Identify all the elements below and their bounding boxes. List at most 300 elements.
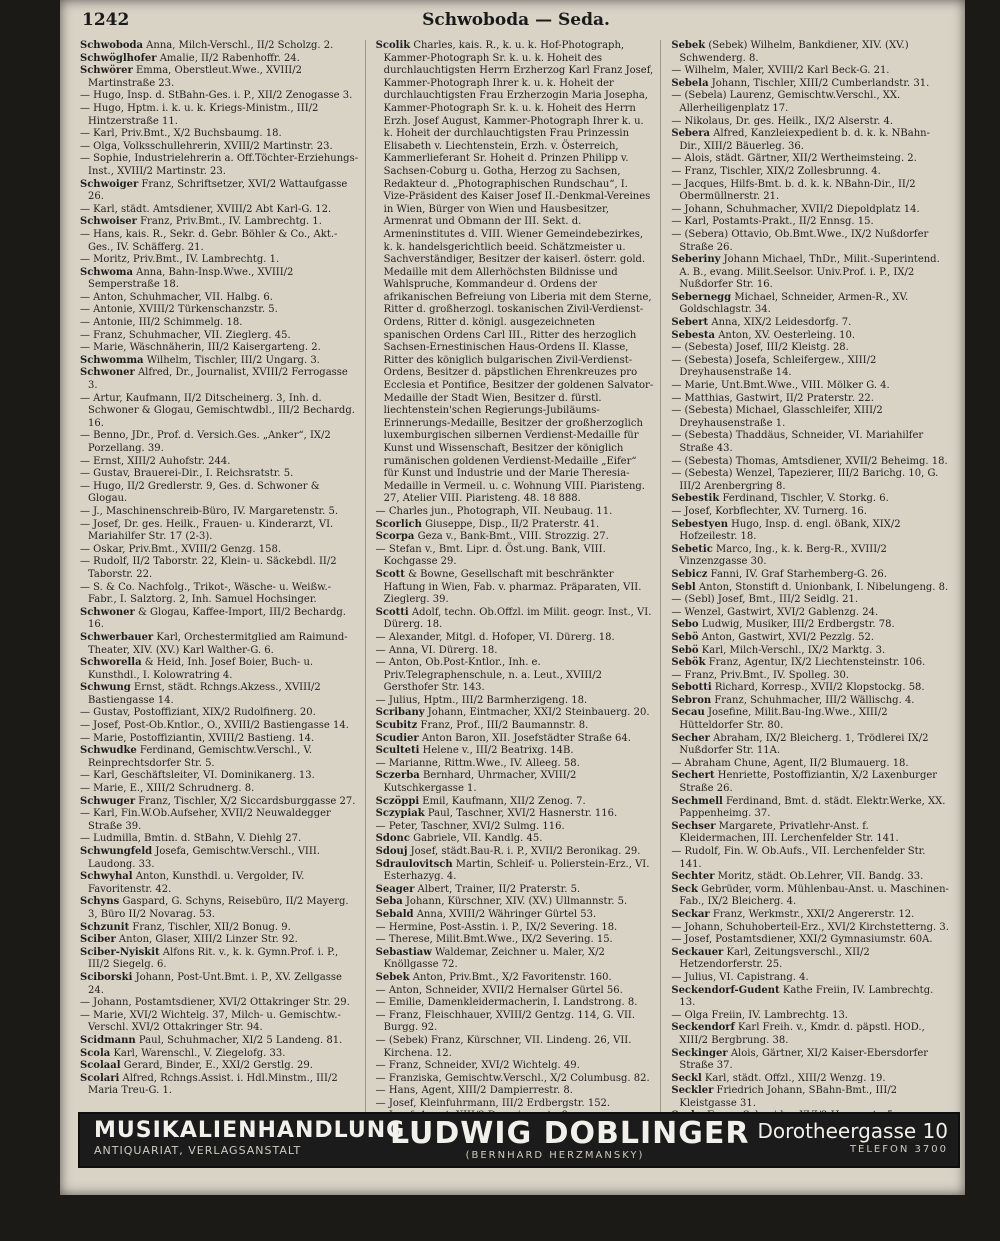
entry-details: Anton Baron, XII. Josefstädter Straße 64. xyxy=(418,732,631,744)
directory-entry xyxy=(80,519,359,544)
entry-details: — Sophie, Industrielehrerin a. Off.Töchter-Erziehungs-Inst., XVIII/2 Martinstr. 23. xyxy=(80,153,359,177)
directory-entry xyxy=(671,342,950,355)
entry-details: Anton, XV. Oesterleing. 10. xyxy=(715,329,856,341)
entry-surname: Seberiny xyxy=(671,254,721,266)
entry-details: — Johann, Schuhoberteil-Erz., XVI/2 Kirchstetterng. 3. xyxy=(671,921,949,933)
entry-details: — Jacques, Hilfs-Bmt. b. d. k. k. NBahn-Dir., II/2 Obermüllnerstr. 21. xyxy=(671,178,916,203)
entry-surname: Sciborski xyxy=(80,971,133,983)
entry-details: Emma, Oberstleut.Wwe., XVIII/2 Martinstraße 23. xyxy=(88,65,302,89)
directory-entry xyxy=(80,783,359,796)
entry-details: — Marie, E., XIII/2 Schrudnerg. 8. xyxy=(80,783,255,795)
entry-details: Ernst, städt. Rchngs.Akzess., XVIII/2 Bastiengasse 14. xyxy=(88,682,321,706)
entry-details: Gebrüder, vorm. Mühlenbau-Anst. u. Maschinen-Fab., IX/2 Bleicherg. 4. xyxy=(679,883,949,908)
entry-details: — Karl, Postamts-Prakt., II/2 Ennsg. 15. xyxy=(671,216,874,228)
directory-entry xyxy=(80,229,359,254)
entry-details: — (Sebesta) Josefa, Schleifergew., XIII/2 Dreyhausenstraße 14. xyxy=(671,354,877,379)
directory-entry xyxy=(80,204,359,217)
entry-surname: Sciber-Nyiskit xyxy=(80,946,160,958)
entry-details: Johann, Kürschner, XIV. (XV.) Ullmannstr. 5. xyxy=(402,896,628,908)
directory-entry xyxy=(80,481,359,506)
entry-details: & Glogau, Kaffee-Import, III/2 Bechardg. 16. xyxy=(88,606,346,631)
entry-details: Emil, Kaufmann, XII/2 Zenog. 7. xyxy=(419,795,586,807)
entry-details: — Franz, Fleischhauer, XVIII/2 Gentzg. 114, G. VII. Burgg. 92. xyxy=(375,1009,636,1034)
entry-details: — (Sebek) Franz, Kürschner, VII. Lindeng. 26, VII. Kirchena. 12. xyxy=(375,1034,632,1059)
entry-surname: Schwoma xyxy=(80,266,133,278)
directory-entry xyxy=(376,833,655,846)
directory-entry xyxy=(376,896,655,909)
directory-entry xyxy=(80,430,359,455)
directory-entry xyxy=(376,1073,655,1086)
entry-details: Charles, kais. R., k. u. k. Hof-Photograph, Kammer-Photograph Sr. k. u. k. Hoheit des durchlauchtigsten Herrn Erzherzog Karl Franz Josef, Kammer-Photograph Ihrer k. u. k. Hoheit der durchlauchtigsten Frau Erzherzogin Maria Josepha, Kammer-Photograph Sr. k. u. k. Hoheit des Herrn Erzh. Josef August, Kammer-Photograph Ihrer k. u. k. Hoheit der durchlauchtigsten Frau Prinzessin Elisabeth v. Liechtenstein, Erzh. v. Österreich, Kammerlieferant Sr. Hoheit d. Prinzen Philipp v. Sachsen-Coburg u. Gotha, Herzog zu Sachsen, Redakteur d. „Photographischen Rundschau“, I. Vize-Präsident des Kaiser Josef II.-Denkmal-Vereines in Wien, Bürger von Wien und Hausbesitzer, Armenrat und Obmann der III. Sekt. d. Armeninstitutes d. VIII. Wiener Gemeindebezirkes, k. k. handelsgerichtlich beeid. Schätzmeister u. Sachverständiger, Besitzer der kaiserl. österr. gold. Medaille mit dem Allerhöchsten Bildnisse und Wahlspruche, Kommandeur d. Ordens der afrikanischen Befreiung von Liberia mit dem Sterne, Ritter d. großherzogl. toskanischen Zivil-Verdienst-Ordens, Ritter d. königl. ausgezeichneten spanischen Ordens Carl III., Ritter des herzoglich Sachsen-Ernestinischen Haus-Ordens II. Klasse, Ritter des königlich bulgarischen Zivil-Verdienst-Ordens, Besitzer d. päpstlichen Ehrenkreuzes pro Ecclesia et Pontifice, Besitzer der goldenen Salvator-Medaille der Stadt Wien, Besitzer d. fürstl. liechtenstein'schen Regierungs-Jubiläums-Erinnerungs-Medaille, Besitzer der großherzoglich luxemburgischen silbernen Verdienst-Medaille für Kunst und Wissenschaft, Besitzer der königlich rumänischen goldenen Verdienst-Medaille „Eifer“ für Kunst und Industrie und der Marie Theresia-Medaille in Vermeil. u. c. Wohnung VIII. Piaristeng. 27, Atelier VIII. Piaristeng. 48. 18 888. xyxy=(383,40,654,505)
directory-entry xyxy=(671,506,950,519)
directory-page xyxy=(60,0,965,1195)
entry-details: Anna, XVIII/2 Währinger Gürtel 53. xyxy=(413,908,597,920)
entry-details: — Rudolf, II/2 Taborstr. 22, Klein- u. Säckebdl. II/2 Taborstr. 22. xyxy=(80,556,337,580)
entry-details: — J., Maschinenschreib-Büro, IV. Margaretenstr. 5. xyxy=(80,505,339,517)
directory-entry xyxy=(376,909,655,922)
entry-surname: Scidmann xyxy=(80,1034,136,1046)
entry-details: Franz, Agentur, IX/2 Liechtensteinstr. 106. xyxy=(705,657,926,669)
directory-entry xyxy=(671,1010,950,1023)
entry-details: & Heid, Inh. Josef Boier, Buch- u. Kunsthdl., I. Kolowratring 4. xyxy=(88,657,314,681)
directory-entry xyxy=(376,997,655,1010)
entry-details: — Rudolf, Fin. W. Ob.Aufs., VII. Lerchenfelder Str. 141. xyxy=(671,846,926,870)
directory-entry xyxy=(671,65,950,78)
entry-details: — S. & Co. Nachfolg., Trikot-, Wäsche- u. Weißw.-Fabr., I. Salztorg. 2, Inh. Samuel Hochsinger. xyxy=(80,581,332,606)
entry-surname: Seckendorf-Gudent xyxy=(671,984,780,996)
entry-details: — (Sebesta) Michael, Glasschleifer, XIII/2 Dreyhausenstraße 1. xyxy=(671,405,883,429)
entry-details: — Anton, Ob.Post-Kntlor., Inh. e. Priv.Telegraphenschule, n. a. Leut., XVIII/2 Gersthofer Str. 143. xyxy=(375,657,602,694)
entry-details: Friedrich Johann, SBahn-Bmt., III/2 Kleistgasse 31. xyxy=(679,1085,898,1109)
directory-entry xyxy=(80,1060,359,1073)
directory-entry xyxy=(376,922,655,935)
entry-details: Alfred, Rchngs.Assist. i. Hdl.Minstm., III/2 Maria Treu-G. 1. xyxy=(88,1072,338,1097)
entry-details: Franz, Tischler, X/2 Siccardsburggasse 27. xyxy=(135,795,356,807)
entry-surname: Sebek xyxy=(671,40,706,51)
ad-company-subtitle: (BERNHARD HERZMANSKY) xyxy=(465,1150,645,1161)
entry-surname: Sebald xyxy=(375,908,414,920)
entry-details: — Wenzel, Gastwirt, XVI/2 Gablenzg. 24. xyxy=(671,606,879,618)
entry-details: Franz, Werkmstr., XXI/2 Angererstr. 12. xyxy=(709,908,915,920)
directory-entry xyxy=(376,808,655,821)
directory-entry xyxy=(80,846,359,871)
entry-surname: Sechter xyxy=(671,871,715,883)
directory-entry xyxy=(376,1060,655,1073)
directory-entry xyxy=(376,972,655,985)
entry-details: — Hugo, II/2 Gredlerstr. 9, Ges. d. Schwoner & Glogau. xyxy=(80,480,320,505)
entry-surname: Schzunit xyxy=(80,921,130,933)
directory-entry xyxy=(671,582,950,595)
entry-surname: Sebo xyxy=(671,619,699,631)
entry-surname: Sculteti xyxy=(375,745,420,757)
directory-entry xyxy=(671,380,950,393)
entry-surname: Schwudke xyxy=(80,745,137,757)
entry-details: Karl Freih. v., Kmdr. d. päpstl. HOD., XIII/2 Bergbrung. 38. xyxy=(679,1022,925,1046)
entry-surname: Schwoner xyxy=(80,606,135,618)
entry-details: Karl, Milch-Verschl., IX/2 Marktg. 3. xyxy=(698,644,886,656)
entry-details: Moritz, städt. Ob.Lehrer, VII. Bandg. 33. xyxy=(714,871,924,883)
directory-entry xyxy=(671,682,950,695)
entry-surname: Sebek xyxy=(375,971,410,983)
entry-details: — Wilhelm, Maler, XVIII/2 Karl Beck-G. 21. xyxy=(671,65,890,77)
entry-details: — Julius, VI. Capistrang. 4. xyxy=(671,971,809,983)
directory-entry xyxy=(80,330,359,343)
entry-surname: Schwoboda xyxy=(80,40,143,51)
entry-details: — Josef, Postamtsdiener, XXI/2 Gymnasiumstr. 60A. xyxy=(671,934,933,946)
entry-details: Alois, Gärtner, XI/2 Kaiser-Ebersdorfer Straße 37. xyxy=(679,1047,929,1072)
entry-details: — (Sebesta) Thomas, Amtsdiener, XVII/2 Beheimg. 18. xyxy=(671,455,948,467)
entry-details: — (Sebesta) Josef, III/2 Kleistg. 28. xyxy=(671,342,849,354)
entry-details: — Abraham Chune, Agent, II/2 Blumauerg. 18. xyxy=(671,757,909,769)
entry-details: — Josef, Kleinfuhrmann, III/2 Erdbergstr. 152. xyxy=(375,1097,611,1109)
entry-details: Josefa, Gemischtw.Verschl., VIII. Laudong. 33. xyxy=(88,846,320,870)
directory-entry xyxy=(80,506,359,519)
directory-entry xyxy=(376,707,655,720)
entry-details: — (Sebela) Laurenz, Gemischtw.Verschl., XX. Allerheiligenplatz 17. xyxy=(671,90,901,114)
directory-entry xyxy=(671,846,950,871)
entry-surname: Seckendorf xyxy=(671,1022,735,1034)
entry-details: — Anna, VI. Dürerg. 18. xyxy=(375,644,498,656)
entry-surname: Seck xyxy=(671,883,698,895)
directory-entry xyxy=(671,468,950,493)
entry-details: — Franz, Priv.Bmt., IV. Spolleg. 30. xyxy=(671,669,850,681)
entry-surname: Schworella xyxy=(80,657,142,669)
entry-details: — Hans, kais. R., Sekr. d. Gebr. Böhler & Co., Akt.-Ges., IV. Schäfferg. 21. xyxy=(80,228,338,253)
directory-entry xyxy=(80,871,359,896)
directory-entry xyxy=(376,1085,655,1098)
ad-center-block xyxy=(390,1116,750,1161)
directory-entry xyxy=(671,78,950,91)
entry-surname: Sebotti xyxy=(671,682,712,694)
directory-entry xyxy=(671,770,950,795)
directory-entry xyxy=(671,922,950,935)
directory-entry xyxy=(671,456,950,469)
directory-entry xyxy=(376,859,655,884)
directory-entry xyxy=(376,745,655,758)
entry-details: — Olga, Volksschullehrerin, XVIII/2 Martinstr. 23. xyxy=(80,140,333,152)
directory-entry xyxy=(376,733,655,746)
directory-entry xyxy=(80,456,359,469)
directory-entry xyxy=(376,758,655,771)
entry-details: Josefine, Milit.Bau-Ing.Wwe., XIII/2 Hütteldorfer Str. 80. xyxy=(679,707,888,732)
directory-entry xyxy=(80,128,359,141)
entry-surname: Scotti xyxy=(375,606,409,618)
directory-entry xyxy=(80,367,359,392)
entry-details: Michael, Schneider, Armen-R., XV. Goldschlagstr. 34. xyxy=(679,291,909,316)
directory-entry xyxy=(80,997,359,1010)
entry-details: Karl, städt. Offzl., XIII/2 Wenzg. 19. xyxy=(701,1072,886,1084)
directory-entry xyxy=(376,1098,655,1111)
entry-surname: Secau xyxy=(671,707,705,719)
entry-details: — (Sebera) Ottavio, Ob.Bmt.Wwe., IX/2 Nußdorfer Straße 26. xyxy=(671,228,929,253)
directory-entry xyxy=(671,204,950,217)
directory-entry xyxy=(376,40,655,506)
entry-details: — Emilie, Damenkleidermacherin, I. Landstrong. 8. xyxy=(375,997,638,1009)
entry-details: — Ernst, XIII/2 Auhofstr. 244. xyxy=(80,455,231,467)
directory-entry xyxy=(376,695,655,708)
entry-details: — Marie, Postoffiziantin, XVIII/2 Bastieng. 14. xyxy=(80,732,315,744)
entry-details: Marco, Ing., k. k. Berg-R., XVIII/2 Vinzenzgasse 30. xyxy=(679,543,887,568)
entry-details: — Artur, Kaufmann, II/2 Ditscheinerg. 3, Inh. d. Schwoner & Glogau, Gemischtwdbl., III/2 Bechardg. 16. xyxy=(80,392,355,429)
entry-details: Geza v., Bank-Bmt., VIII. Strozzig. 27. xyxy=(414,531,609,543)
directory-entry xyxy=(671,607,950,620)
directory-entry xyxy=(671,657,950,670)
entry-surname: Sebetic xyxy=(671,543,713,555)
column-3 xyxy=(671,40,956,1112)
entry-details: Alfons Rit. v., k. k. Gymn.Prof. i. P., III/2 Siegelg. 6. xyxy=(88,946,339,971)
entry-details: Franz, Priv.Bmt., IV. Lambrechtg. 1. xyxy=(136,216,322,228)
entry-details: — Josef, Korbflechter, XV. Turnerg. 16. xyxy=(671,505,867,517)
entry-surname: Sdonc xyxy=(375,833,410,845)
entry-details: Kathe Freiin, IV. Lambrechtg. 13. xyxy=(679,984,934,1009)
entry-surname: Schwomma xyxy=(80,354,144,366)
directory-entry xyxy=(376,544,655,569)
entry-details: — Benno, JDr., Prof. d. Versich.Ges. „Anker“, IX/2 Porzellang. 39. xyxy=(80,430,331,454)
entry-surname: Scudier xyxy=(375,732,419,744)
directory-entry xyxy=(80,65,359,90)
entry-details: — Hans, Agent, XIII/2 Dampierrestr. 8. xyxy=(375,1085,573,1097)
directory-entry xyxy=(671,330,950,343)
directory-entry xyxy=(671,947,950,972)
entry-surname: Schwuger xyxy=(80,795,136,807)
directory-entry xyxy=(671,405,950,430)
directory-entry xyxy=(80,947,359,972)
entry-surname: Sebestik xyxy=(671,493,720,505)
entry-details: — Moritz, Priv.Bmt., IV. Lambrechtg. 1. xyxy=(80,254,280,266)
directory-entry xyxy=(376,632,655,645)
entry-surname: Seckar xyxy=(671,908,710,920)
entry-surname: Scubitz xyxy=(375,720,418,732)
entry-surname: Seckler xyxy=(671,1085,714,1097)
entry-surname: Scola xyxy=(80,1047,111,1059)
entry-details: — Franziska, Gemischtw.Verschl., X/2 Columbusg. 82. xyxy=(375,1072,650,1084)
directory-entry xyxy=(80,468,359,481)
directory-entry xyxy=(80,657,359,682)
column-1 xyxy=(80,40,366,1112)
entry-surname: Scolik xyxy=(375,40,411,51)
entry-details: Anton, Gastwirt, XVI/2 Pezzlg. 52. xyxy=(698,631,875,643)
directory-entry xyxy=(80,808,359,833)
entry-details: Richard, Korresp., XVII/2 Klopstockg. 58. xyxy=(711,682,925,694)
directory-entry xyxy=(671,519,950,544)
directory-entry xyxy=(80,796,359,809)
directory-entry xyxy=(80,53,359,66)
entry-details: Margarete, Privatlehr-Anst. f. Kleidermachen, III. Lerchenfelder Str. 141. xyxy=(679,820,899,845)
entry-details: Anna, Milch-Verschl., II/2 Scholzg. 2. xyxy=(143,40,334,51)
directory-entry xyxy=(80,342,359,355)
directory-columns xyxy=(80,40,956,1112)
directory-entry xyxy=(376,985,655,998)
entry-details: — Gustav, Postoffiziant, XIX/2 Rudolfinerg. 20. xyxy=(80,707,316,719)
directory-entry xyxy=(80,254,359,267)
directory-entry xyxy=(671,645,950,658)
entry-details: — Hermine, Post-Asstin. i. P., IX/2 Severing. 18. xyxy=(375,921,618,933)
directory-entry xyxy=(80,40,359,53)
directory-entry xyxy=(671,972,950,985)
entry-details: Franz, Prof., III/2 Baumannstr. 8. xyxy=(417,720,589,732)
entry-details: — Anton, Schneider, XVII/2 Hernalser Gürtel 56. xyxy=(375,984,623,996)
entry-details: — Karl, Fin.W.Ob.Aufseher, XVII/2 Neuwaldegger Straße 39. xyxy=(80,808,331,832)
entry-details: — Antonie, XVIII/2 Türkenschanzstr. 5. xyxy=(80,304,278,316)
entry-details: Karl, Orchestermitglied am Raimund-Theater, XIV. (XV.) Karl Walther-G. 6. xyxy=(88,631,348,656)
directory-entry xyxy=(671,884,950,909)
directory-entry xyxy=(80,153,359,178)
directory-entry xyxy=(671,871,950,884)
ad-company-name: LUDWIG DOBLINGER xyxy=(390,1116,750,1151)
directory-entry xyxy=(671,1048,950,1073)
entry-details: — Josef, Dr. ges. Heilk., Frauen- u. Kinderarzt, VI. Mariahilfer Str. 17 (2-3). xyxy=(80,518,334,543)
entry-surname: Sebera xyxy=(671,128,711,140)
directory-entry xyxy=(80,355,359,368)
entry-surname: Seckauer xyxy=(671,946,724,958)
entry-details: Amalie, II/2 Rabenhoffr. 24. xyxy=(156,52,300,64)
entry-details: — Anton, Schuhmacher, VII. Halbg. 6. xyxy=(80,291,273,303)
entry-surname: Sdraulovitsch xyxy=(375,858,453,870)
directory-entry xyxy=(80,267,359,292)
entry-surname: Schwoiger xyxy=(80,178,139,190)
entry-details: Gerard, Binder, E., XXI/2 Gerstlg. 29. xyxy=(120,1060,313,1072)
entry-surname: Sebert xyxy=(671,317,709,329)
directory-entry xyxy=(671,934,950,947)
entry-details: Johann, Tischler, XIII/2 Cumberlandstr. 31. xyxy=(708,77,930,89)
page-number: 1242 xyxy=(82,10,130,30)
directory-entry xyxy=(671,1073,950,1086)
directory-entry xyxy=(80,103,359,128)
directory-entry xyxy=(80,304,359,317)
entry-details: Karl, Warenschl., V. Ziegelofg. 33. xyxy=(110,1047,286,1059)
directory-entry xyxy=(671,569,950,582)
directory-entry xyxy=(376,934,655,947)
directory-entry xyxy=(80,934,359,947)
entry-surname: Sebastiaw xyxy=(375,946,432,958)
directory-entry xyxy=(80,1035,359,1048)
entry-details: — Alois, städt. Gärtner, XII/2 Wertheimsteing. 2. xyxy=(671,153,917,165)
entry-details: Anton, Stonstift d. Unionbank, I. Nibelungeng. 8. xyxy=(695,581,949,593)
directory-entry xyxy=(671,707,950,732)
ad-shop-title: MUSIKALIENHANDLUNG xyxy=(94,1118,406,1143)
entry-surname: Sdouj xyxy=(375,846,408,857)
entry-details: — Antonie, III/2 Schimmelg. 18. xyxy=(80,317,243,329)
directory-entry xyxy=(80,544,359,557)
entry-surname: Sczerba xyxy=(375,770,420,782)
entry-details: — Marie, Unt.Bmt.Wwe., VIII. Mölker G. 4. xyxy=(671,380,890,392)
directory-entry xyxy=(376,607,655,632)
directory-entry xyxy=(80,972,359,997)
entry-details: Anton, Kunsthdl. u. Vergolder, IV. Favoritenstr. 42. xyxy=(88,871,305,895)
directory-entry xyxy=(671,1085,950,1110)
entry-surname: Schwöglhofer xyxy=(80,52,157,64)
column-2 xyxy=(376,40,662,1112)
entry-details: Johann, Eintmacher, XXI/2 Steinbauerg. 20. xyxy=(424,707,650,719)
entry-surname: Scolaal xyxy=(80,1060,121,1072)
entry-details: (Sebek) Wilhelm, Bankdiener, XIV. (XV.) Schwenderg. 8. xyxy=(679,40,909,64)
directory-entry xyxy=(671,632,950,645)
entry-surname: Sebö xyxy=(671,631,699,643)
directory-entry xyxy=(376,506,655,519)
directory-entry xyxy=(80,582,359,607)
entry-surname: Sechert xyxy=(671,770,715,782)
directory-entry xyxy=(80,292,359,305)
directory-entry xyxy=(671,40,950,65)
entry-surname: Seckl xyxy=(671,1072,702,1084)
entry-surname: Schwungfeld xyxy=(80,846,153,857)
entry-surname: Sebicz xyxy=(671,568,708,580)
entry-details: — Therese, Milit.Bmt.Wwe., IX/2 Severing. 15. xyxy=(375,934,613,946)
entry-surname: Schwerbauer xyxy=(80,631,154,643)
directory-entry xyxy=(80,90,359,103)
directory-entry xyxy=(671,695,950,708)
directory-entry xyxy=(80,745,359,770)
entry-details: Wilhelm, Tischler, III/2 Ungarg. 3. xyxy=(143,354,320,366)
entry-details: Albert, Trainer, II/2 Praterstr. 5. xyxy=(414,883,581,895)
entry-details: — Karl, Geschäftsleiter, VI. Dominikanerg. 13. xyxy=(80,770,315,782)
directory-entry xyxy=(671,821,950,846)
directory-entry xyxy=(671,985,950,1010)
entry-details: Ferdinand, Gemischtw.Verschl., V. Reinprechtsdorfer Str. 5. xyxy=(88,745,313,769)
directory-entry xyxy=(80,922,359,935)
entry-details: Hugo, Insp. d. engl. öBank, XIX/2 Hofzeilestr. 18. xyxy=(679,518,901,543)
directory-entry xyxy=(80,770,359,783)
entry-details: — Franz, Schneider, XVI/2 Wichtelg. 49. xyxy=(375,1060,580,1072)
directory-entry xyxy=(80,896,359,921)
entry-surname: Sczöppi xyxy=(375,795,420,807)
directory-entry xyxy=(376,846,655,859)
directory-entry xyxy=(80,707,359,720)
entry-details: Franz, Tischler, XII/2 Bonug. 9. xyxy=(129,921,291,933)
entry-details: — Charles jun., Photograph, VII. Neubaug. 11. xyxy=(375,505,613,517)
entry-details: Karl, Zeitungsverschl., XII/2 Hetzendorferstr. 25. xyxy=(679,946,870,971)
entry-details: Adolf, techn. Ob.Offzl. im Milit. geogr. Inst., VI. Dürerg. 18. xyxy=(383,606,652,631)
directory-entry xyxy=(376,569,655,607)
entry-details: Anton, Glaser, XIII/2 Linzer Str. 92. xyxy=(115,934,298,946)
entry-details: Helene v., III/2 Beatrixg. 14B. xyxy=(419,745,574,757)
entry-details: — Oskar, Priv.Bmt., XVIII/2 Genzg. 158. xyxy=(80,543,282,555)
entry-details: Abraham, IX/2 Bleicherg. 1, Trödlerei IX/2 Nußdorfer Str. 11A. xyxy=(679,732,929,757)
entry-surname: Schwoner xyxy=(80,367,135,379)
directory-entry xyxy=(671,733,950,758)
ad-address: Dorotheergasse 10 xyxy=(757,1119,948,1143)
entry-details: Anton, Priv.Bmt., X/2 Favoritenstr. 160. xyxy=(409,971,612,983)
entry-details: — (Sebesta) Thaddäus, Schneider, VI. Mariahilfer Straße 43. xyxy=(671,430,924,454)
directory-entry xyxy=(80,720,359,733)
entry-details: Martin, Schleif- u. Polierstein-Erz., VI. Esterhazyg. 4. xyxy=(383,858,650,883)
entry-surname: Sechmell xyxy=(671,795,723,807)
entry-details: — Peter, Taschner, XVI/2 Sulmg. 116. xyxy=(375,820,565,832)
directory-entry xyxy=(80,1048,359,1061)
directory-entry xyxy=(671,317,950,330)
entry-surname: Scolari xyxy=(80,1072,120,1084)
directory-entry xyxy=(80,216,359,229)
directory-entry xyxy=(376,770,655,795)
entry-surname: Sebernegg xyxy=(671,291,732,303)
entry-details: & Bowne, Gesellschaft mit beschränkter Haftung in Wien, Fab. v. pharmaz. Präparaten, VII. Zieglerg. 39. xyxy=(383,568,642,606)
directory-entry xyxy=(376,531,655,544)
directory-entry xyxy=(671,796,950,821)
entry-details: Paul, Schuhmacher, XI/2 5 Landeng. 81. xyxy=(135,1034,343,1046)
directory-entry xyxy=(80,556,359,581)
entry-details: — Franz, Tischler, XIX/2 Zollesbrunng. 4. xyxy=(671,165,881,177)
directory-entry xyxy=(80,733,359,746)
page-header xyxy=(82,10,950,34)
directory-entry xyxy=(80,1010,359,1035)
directory-entry xyxy=(80,682,359,707)
entry-details: — Johann, Schuhmacher, XVII/2 Diepoldplatz 14. xyxy=(671,203,920,215)
directory-entry xyxy=(80,632,359,657)
entry-details: — Ludmilla, Bmtin. d. StBahn, V. Diehlg 27. xyxy=(80,833,302,845)
directory-entry xyxy=(671,216,950,229)
entry-details: Henriette, Postoffiziantin, X/2 Laxenburger Straße 26. xyxy=(679,770,938,795)
entry-details: — Marianne, Rittm.Wwe., IV. Alleeg. 58. xyxy=(375,757,580,769)
